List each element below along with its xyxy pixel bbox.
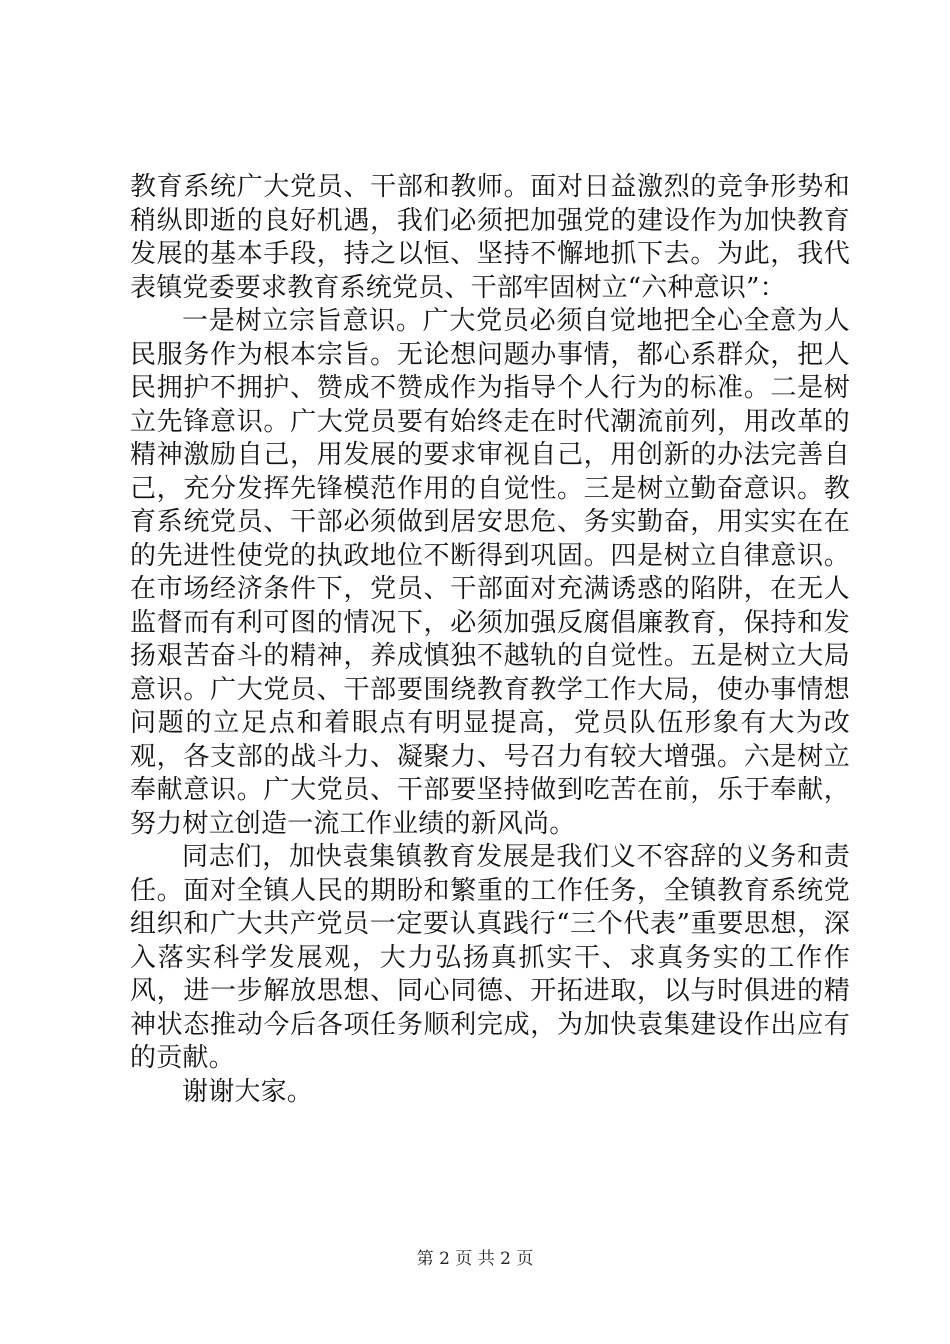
paragraph-continuation: 教育系统广大党员、干部和教师。面对日益激烈的竞争形势和稍纵即逝的良好机遇，我们必须把加强党的建设作为加快教育发展的基本手段，持之以恒、坚持不懈地抓下去。为此，我代表镇党委要求教育系统党员、干部牢固树立“六种意识”：: [130, 172, 850, 303]
document-body: [130, 171, 850, 1109]
paragraph-comrades: 同志们，加快袁集镇教育发展是我们义不容辞的义务和责任。面对全镇人民的期盼和繁重的工作任务，全镇教育系统党组织和广大共产党员一定要认真践行“三个代表”重要思想，深入落实科学发展观，大力弘扬真抓实干、求真务实的工作作风，进一步解放思想、同心同德、开拓进取，以与时俱进的精神状态推动今后各项任务顺利完成，为加快袁集建设作出应有的贡献。: [130, 842, 850, 1073]
page-number-footer: 第 2 页 共 2 页: [416, 1249, 534, 1269]
paragraph-thanks: 谢谢大家。: [182, 1076, 314, 1107]
paragraph-six-awareness: 一是树立宗旨意识。广大党员必须自觉地把全心全意为人民服务作为根本宗旨。无论想问题办事情，都心系群众，把人民拥护不拥护、赞成不赞成作为指导个人行为的标准。二是树立先锋意识。广大党员要有始终走在时代潮流前列，用改革的精神激励自己，用发展的要求审视自己，用创新的办法完善自己，充分发挥先锋模范作用的自觉性。三是树立勤奋意识。教育系统党员、干部必须做到居安思危、务实勤奋，用实实在在的先进性使党的执政地位不断得到巩固。四是树立自律意识。在市场经济条件下，党员、干部面对充满诱惑的陷阱，在无人监督而有利可图的情况下，必须加强反腐倡廉教育，保持和发扬艰苦奋斗的精神，养成慎独不越轨的自觉性。五是树立大局意识。广大党员、干部要围绕教育教学工作大局，使办事情想问题的立足点和着眼点有明显提高，党员队伍形象有大为改观，各支部的战斗力、凝聚力、号召力有较大增强。六是树立奉献意识。广大党员、干部要坚持做到吃苦在前，乐于奉献，努力树立创造一流工作业绩的新风尚。: [130, 306, 850, 839]
